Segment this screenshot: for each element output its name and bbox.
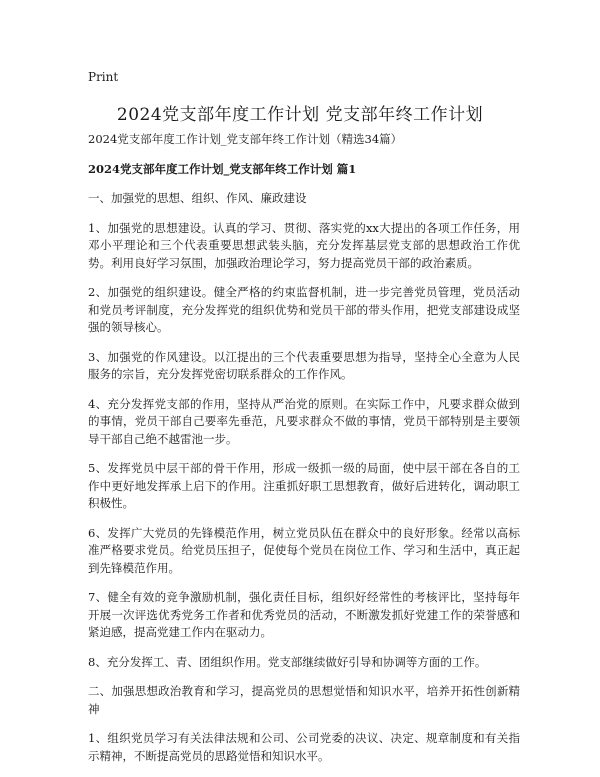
print-link[interactable]: Print xyxy=(88,70,119,84)
paragraph-heading-1: 一、加强党的思想、组织、作风、廉政建设 xyxy=(88,191,307,205)
document-body xyxy=(88,131,520,777)
paragraph: 4、充分发挥党支部的作用，坚持从严治党的原则。在实际工作中，凡要求群众做到的事情，党员干部自己要率先垂范，凡要求群众不做的事情，党员干部特别是主要领导干部自己绝不越雷池一步。 xyxy=(88,396,520,446)
paragraph: 3、加强党的作风建设。以江提出的三个代表重要思想为指导，坚持全心全意为人民服务的宗旨，充分发挥党密切联系群众的工作作风。 xyxy=(88,349,520,381)
paragraph: 2、加强党的组织建设。健全严格的约束监督机制，进一步完善党员管理，党员活动和党员考评制度，充分发挥党的组织优势和党员干部的带头作用，把党支部建设成坚强的领导核心。 xyxy=(88,285,520,334)
section-heading: 2024党支部年度工作计划_党支部年终工作计划 篇1 xyxy=(88,162,357,176)
document-subtitle: 2024党支部年度工作计划_党支部年终工作计划（精选34篇） xyxy=(88,132,403,146)
document-title: 2024党支部年度工作计划 党支部年终工作计划 xyxy=(116,105,484,125)
paragraph: 5、发挥党员中层干部的骨干作用，形成一级抓一级的局面，使中层干部在各自的工作中更好地发挥承上启下的作用。注重抓好职工思想教育，做好后进转化，调动职工积极性。 xyxy=(88,461,520,510)
paragraph-heading-2: 二、加强思想政治教育和学习，提高党员的思想觉悟和知识水平，培养开拓性创新精神 xyxy=(88,684,520,716)
paragraph: 1、加强党的思想建设。认真的学习、贯彻、落实党的xx大提出的各项工作任务，用邓小平理论和三个代表重要思想武装头脑，充分发挥基层党支部的思想政治工作优势。利用良好学习氛围，加强政治理论学习，努力提高党员干部的政治素质。 xyxy=(88,220,520,270)
paragraph: 6、发挥广大党员的先锋模范作用，树立党员队伍在群众中的良好形象。经常以高标准严格要求党员。给党员压担子，促使每个党员在岗位工作、学习和生活中，真正起到先锋模范作用。 xyxy=(88,525,520,575)
paragraph: 1、组织党员学习有关法律法规和公司、公司党委的决议、决定、规章制度和有关指示精神，不断提高党员的思路觉悟和知识水平。 xyxy=(88,731,520,763)
paragraph: 7、健全有效的竞争激励机制，强化责任目标，组织好经常性的考核评比，坚持每年开展一次评选优秀党务工作者和优秀党员的活动，不断激发抓好党建工作的荣誉感和紧迫感，提高党建工作内在驱动力。 xyxy=(88,590,520,639)
paragraph: 8、充分发挥工、青、团组织作用。党支部继续做好引导和协调等方面的工作。 xyxy=(88,654,487,669)
